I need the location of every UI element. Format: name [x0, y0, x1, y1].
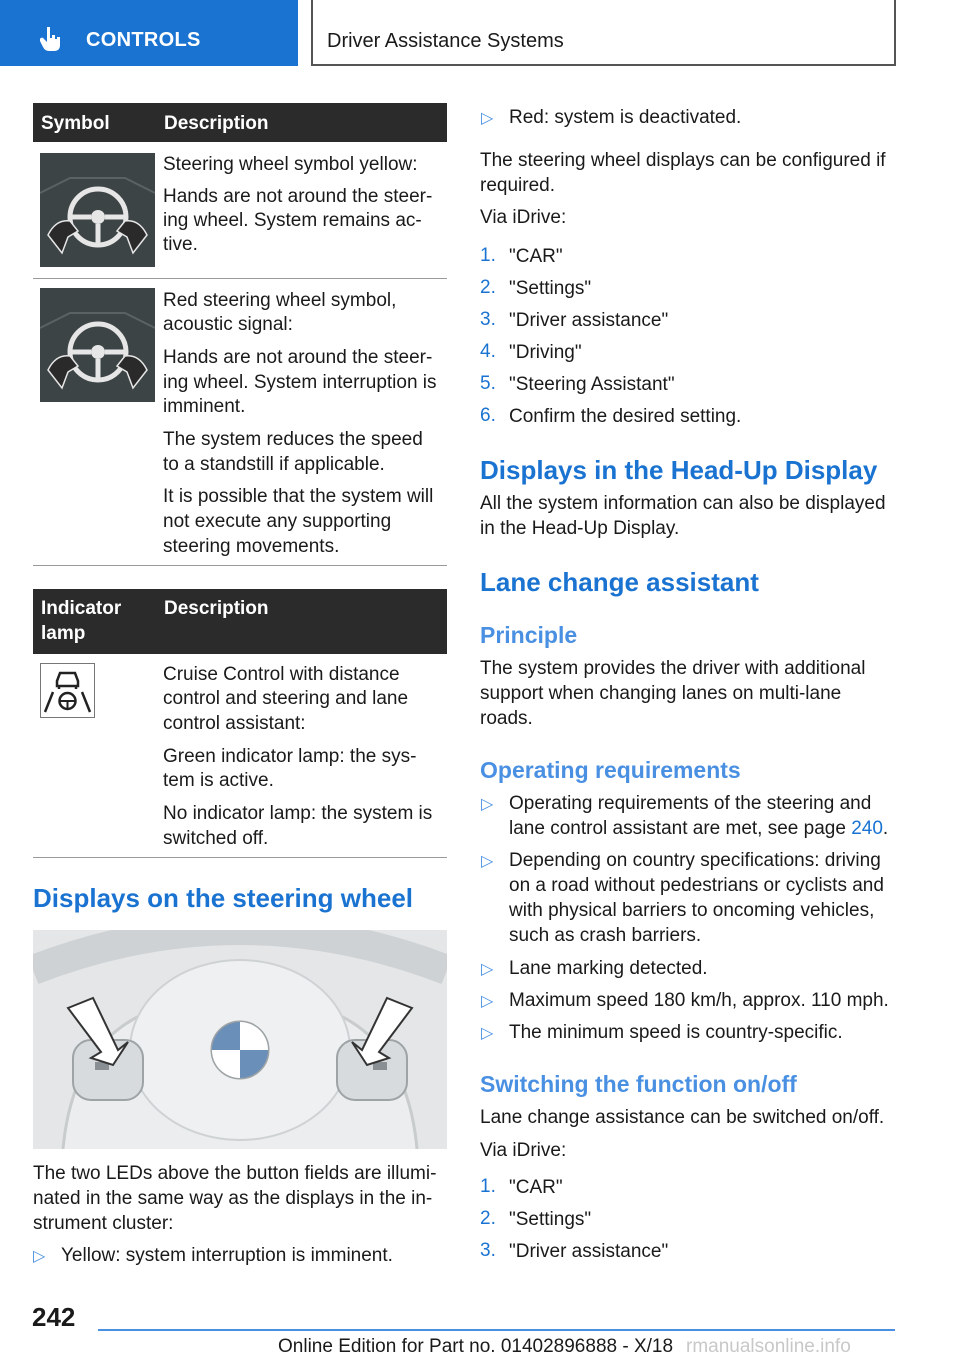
heading-principle: Principle [480, 622, 578, 648]
red-steering-wheel-symbol [40, 288, 155, 402]
step-text: "CAR" [509, 1177, 563, 1198]
op-req-1-line1: Operating requirements of the steering and [509, 793, 872, 814]
hud-line1: All the system information can also be displayed [480, 493, 886, 514]
chapter-title: Driver Assistance Systems [327, 30, 564, 52]
t2-line4: Green indicator lamp: the sys- [163, 746, 417, 767]
step-number: 2. [480, 1208, 496, 1229]
step-number: 3. [480, 1240, 496, 1261]
t1-row2-line7: to a standstill if applicable. [163, 454, 385, 475]
table-end-rule [33, 565, 447, 566]
t1-row2-line3: Hands are not around the steer- [163, 347, 433, 368]
indicator-table-header [33, 589, 447, 654]
hand-pointer-icon [40, 26, 62, 52]
op-req-1-line2 [509, 816, 888, 841]
op-req-1-tail: . [882, 818, 889, 839]
step-number: 6. [480, 405, 496, 426]
heading-hud: Displays in the Head-Up Display [480, 455, 878, 485]
page-number: 242 [32, 1302, 76, 1332]
t2-line5: tem is active. [163, 770, 274, 791]
t1-row1-line3: ing wheel. System remains ac- [163, 210, 422, 231]
op-req-4: Maximum speed 180 km/h, approx. 110 mph. [509, 990, 889, 1011]
principle-line3: roads. [480, 708, 533, 729]
t2-line7: switched off. [163, 828, 269, 849]
leds-line1: The two LEDs above the button fields are illumi- [33, 1163, 437, 1184]
steering-wheel-hands-icon [40, 153, 155, 267]
t1-row2-line8: It is possible that the system will [163, 486, 434, 507]
op-req-5: The minimum speed is country-specific. [509, 1022, 843, 1043]
leds-line2: nated in the same way as the displays in the in- [33, 1188, 433, 1209]
triangle-right-icon: ▷ [33, 1248, 46, 1265]
via-idrive-2: Via iDrive: [480, 1140, 567, 1161]
switch-line: Lane change assistance can be switched on/off. [480, 1107, 885, 1128]
triangle-right-icon: ▷ [481, 961, 494, 978]
steering-wheel-hands-icon [40, 288, 155, 402]
bullet-yellow: Yellow: system interruption is imminent. [61, 1245, 393, 1266]
t2-line3: control assistant: [163, 713, 306, 734]
step-text: "Settings" [509, 278, 592, 299]
col-lamp-line1: Indicator [41, 598, 122, 619]
triangle-right-icon: ▷ [481, 796, 494, 813]
config-line2: required. [480, 175, 555, 196]
t1-row2-line9: not execute any supporting [163, 511, 392, 532]
heading-steering-wheel-displays: Displays on the steering wheel [33, 883, 413, 913]
step-number: 3. [480, 309, 496, 330]
watermark: rmanualsonline.info [686, 1336, 851, 1357]
t1-row2-line1: Red steering wheel symbol, [163, 290, 397, 311]
t2-line1: Cruise Control with distance [163, 664, 400, 685]
t1-row2-line2: acoustic signal: [163, 314, 293, 335]
leds-line3: strument cluster: [33, 1213, 174, 1234]
col-symbol: Symbol [41, 113, 110, 134]
steering-wheel-photo [33, 930, 447, 1149]
step-text: "Steering Assistant" [509, 374, 675, 395]
step-text: "Driver assistance" [509, 1241, 669, 1262]
op-req-3: Lane marking detected. [509, 958, 708, 979]
heading-switching: Switching the function on/off [480, 1071, 797, 1097]
principle-line2: support when changing lanes on multi-lane [480, 683, 842, 704]
step-text: Confirm the desired setting. [509, 406, 742, 427]
t1-row2-line10: steering movements. [163, 536, 340, 557]
step-number: 2. [480, 277, 496, 298]
t1-row1-line2: Hands are not around the steer- [163, 186, 433, 207]
step-number: 4. [480, 341, 496, 362]
step-text: "Driving" [509, 342, 582, 363]
triangle-right-icon: ▷ [481, 853, 494, 870]
step-text: "Driver assistance" [509, 310, 669, 331]
step-number: 5. [480, 373, 496, 394]
col-description: Description [164, 113, 269, 134]
indicator-lamp [40, 663, 95, 718]
t2-line6: No indicator lamp: the system is [163, 803, 433, 824]
section-title: CONTROLS [86, 29, 201, 51]
t1-row2-line4: ing wheel. System interruption is [163, 372, 437, 393]
t2-line2: control and steering and lane [163, 688, 409, 709]
triangle-right-icon: ▷ [481, 993, 494, 1010]
t1-row2-line5: imminent. [163, 396, 246, 417]
table-end-rule [33, 857, 447, 858]
t1-row1-line4: tive. [163, 234, 198, 255]
section-tab [0, 0, 298, 66]
t1-row2-line6: The system reduces the speed [163, 429, 423, 450]
edition-text: Online Edition for Part no. 01402896888 - X/18 [278, 1336, 674, 1357]
page-240-link[interactable]: 240 [851, 818, 883, 839]
step-number: 1. [480, 245, 496, 266]
triangle-right-icon: ▷ [481, 110, 494, 127]
yellow-steering-wheel-symbol [40, 153, 155, 267]
op-req-2-line1: Depending on country specifications: driving [509, 850, 881, 871]
op-req-2-line2: on a road without pedestrians or cyclists and [509, 875, 884, 896]
row-divider [33, 278, 447, 279]
footer-rule [98, 1329, 895, 1331]
step-text: "Settings" [509, 1209, 592, 1230]
heading-lane-change: Lane change assistant [480, 567, 759, 597]
step-number: 1. [480, 1176, 496, 1197]
bullet-red: Red: system is deactivated. [509, 107, 742, 128]
symbol-table-header [33, 103, 447, 142]
config-line1: The steering wheel displays can be configured if [480, 150, 886, 171]
triangle-right-icon: ▷ [481, 1025, 494, 1042]
heading-operating-requirements: Operating requirements [480, 757, 741, 783]
hud-line2: in the Head-Up Display. [480, 518, 680, 539]
chapter-tab [311, 0, 896, 66]
principle-line1: The system provides the driver with additional [480, 658, 866, 679]
via-idrive-1: Via iDrive: [480, 207, 567, 228]
col-description: Description [164, 598, 269, 619]
steering-assistant-lamp-icon [41, 664, 94, 717]
steering-wheel-image [33, 930, 447, 1149]
step-text: "CAR" [509, 246, 563, 267]
op-req-2-line3: with physical barriers to oncoming vehicles, [509, 900, 875, 921]
op-req-1-text: lane control assistant are met, see page [509, 818, 852, 839]
t1-row1-line1: Steering wheel symbol yellow: [163, 154, 418, 175]
op-req-2-line4: such as crash barriers. [509, 925, 702, 946]
col-lamp-line2: lamp [41, 623, 86, 644]
